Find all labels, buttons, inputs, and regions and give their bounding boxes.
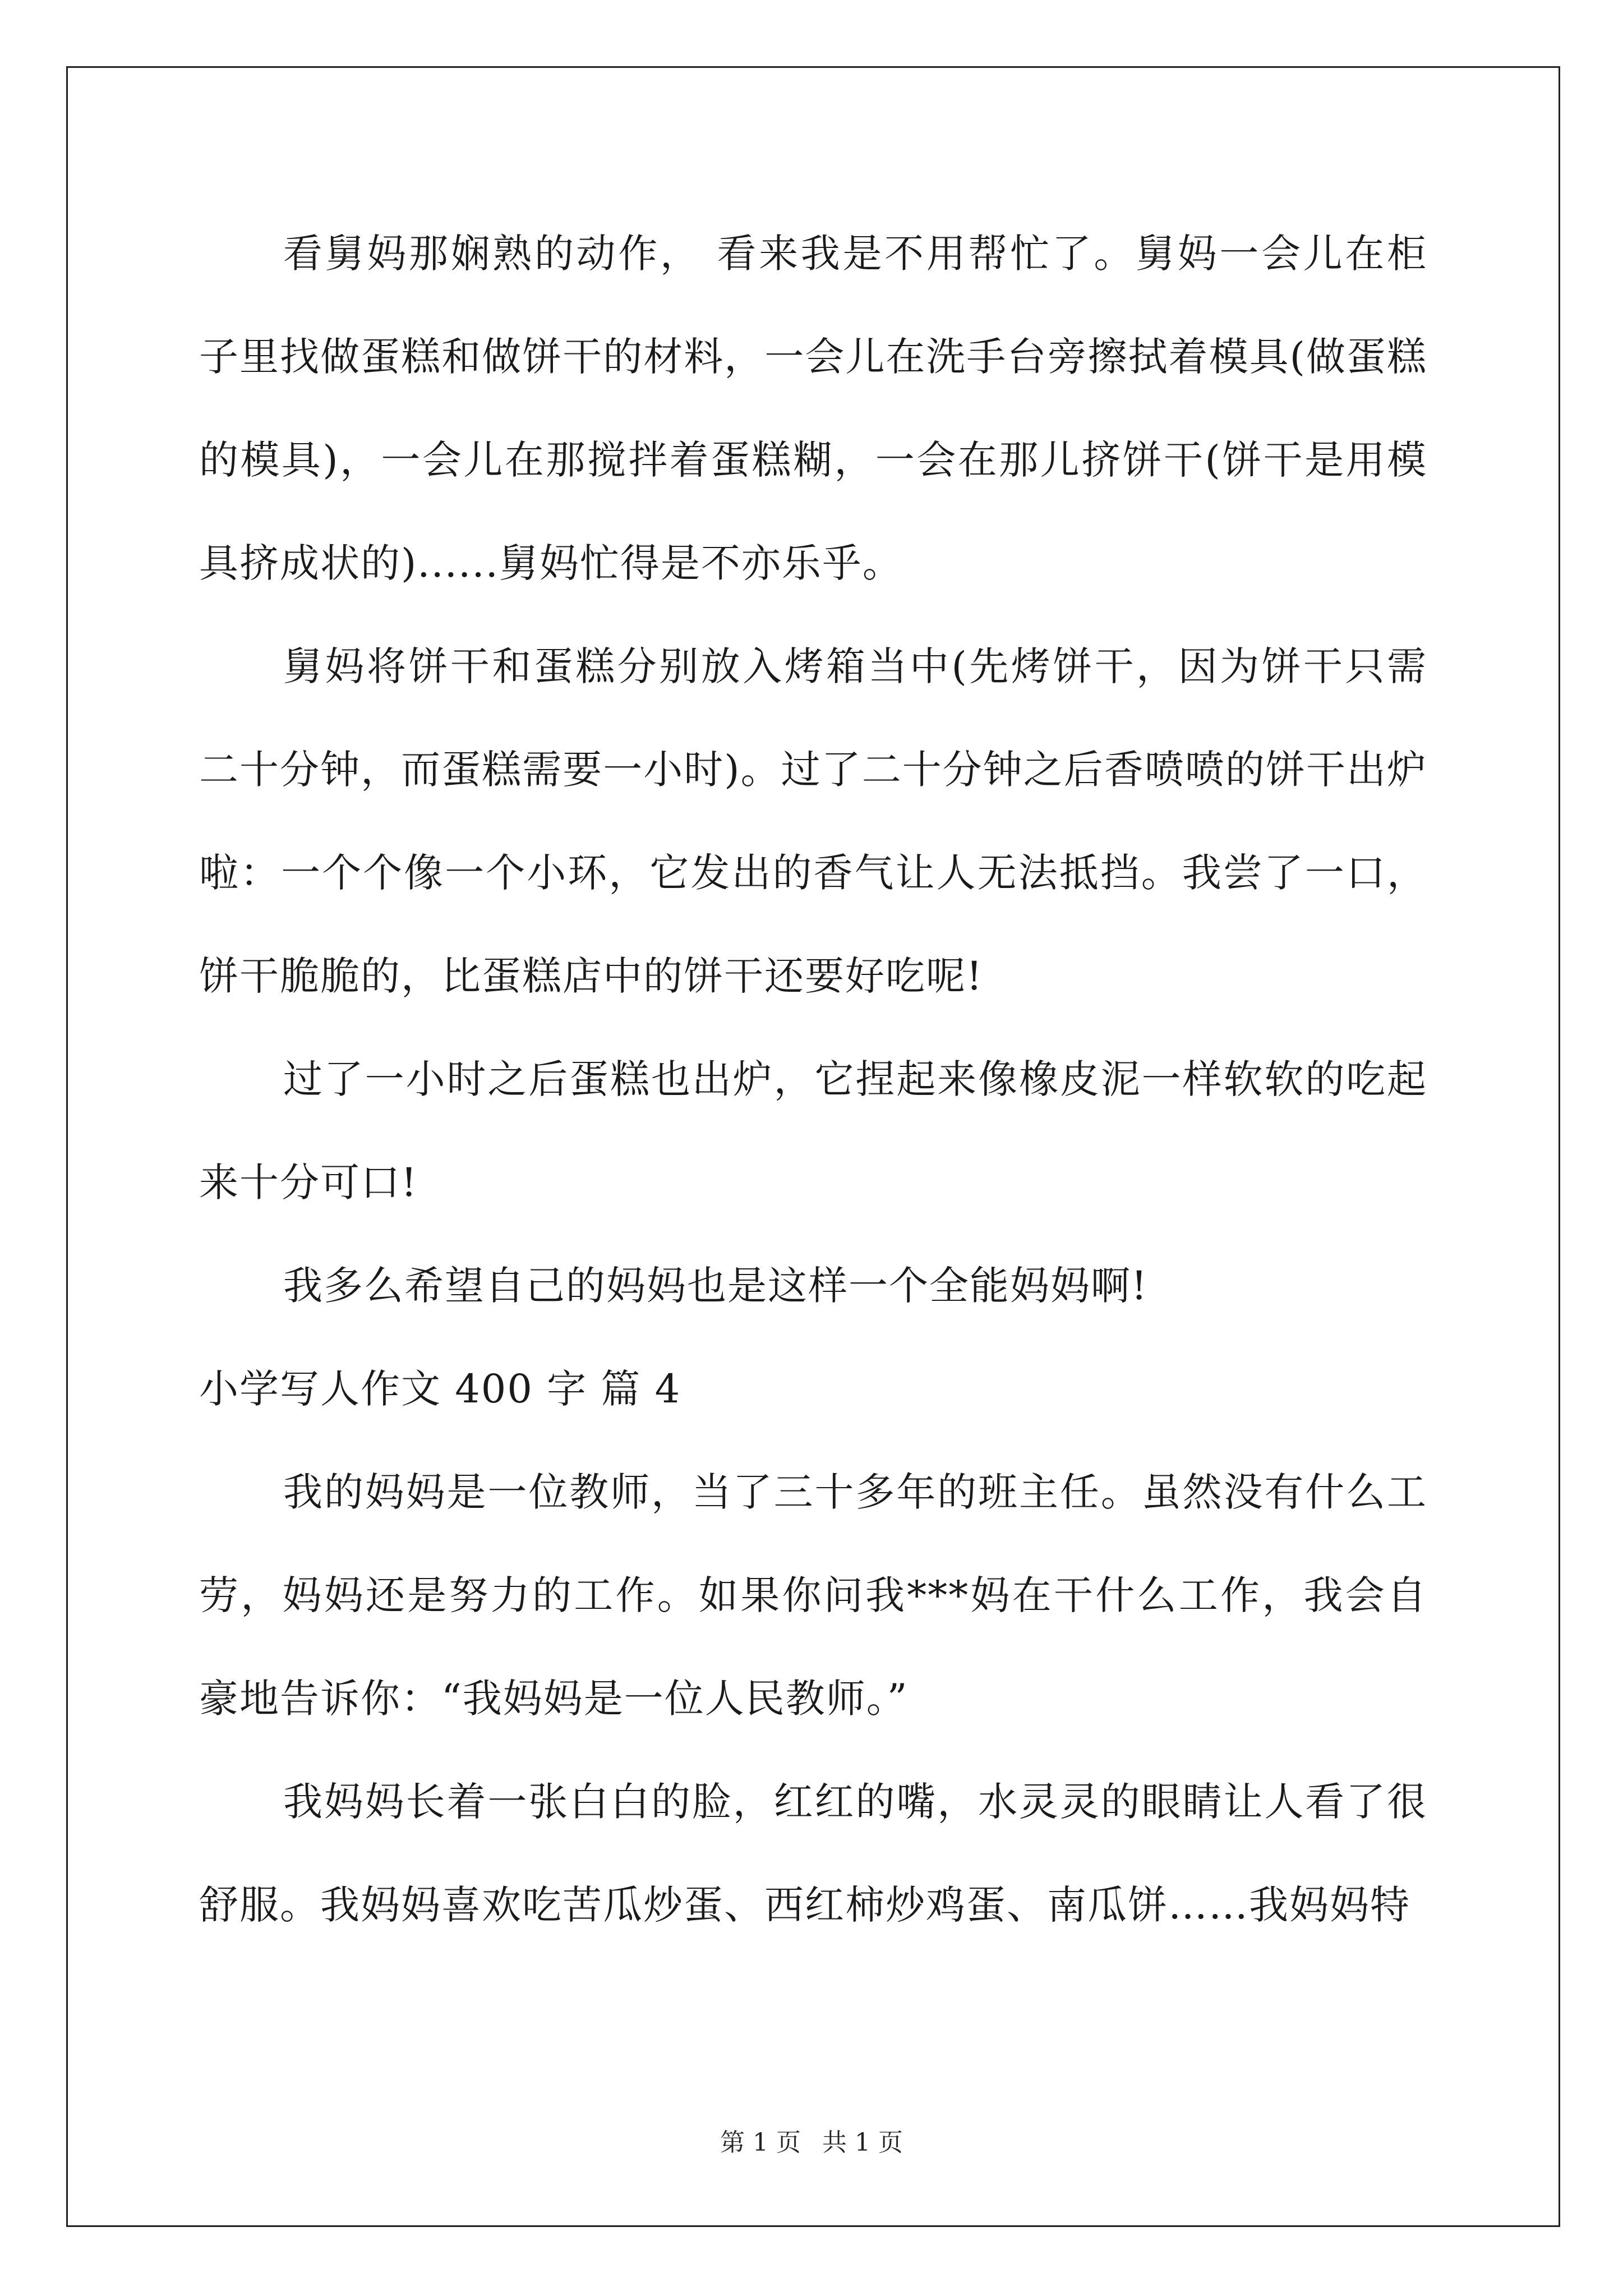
page-number: 第 1 页 (720, 2128, 801, 2157)
section-heading: 小学写人作文 400 字 篇 4 (199, 1366, 681, 1412)
paragraph: 看舅妈那娴熟的动作， 看来我是不用帮忙了。舅妈一会儿在柜子里找做蛋糕和做饼干的材料，一会儿在洗手台旁擦拭着模具(做蛋糕的模具)，一会儿在那搅拌着蛋糕糊，一会在那儿挤饼干(饼干是用模具挤成状的)......舅妈忙得是不亦乐乎。 (199, 231, 1427, 586)
page-total: 共 1 页 (822, 2128, 903, 2157)
paragraph: 我多么希望自己的妈妈也是这样一个全能妈妈啊! (283, 1263, 1149, 1309)
paragraph: 我的妈妈是一位教师，当了三十多年的班主任。虽然没有什么工劳，妈妈还是努力的工作。如果你问我***妈在干什么工作，我会自豪地告诉你：“我妈妈是一位人民教师。” (199, 1469, 1427, 1722)
paragraph: 舅妈将饼干和蛋糕分别放入烤箱当中(先烤饼干，因为饼干只需二十分钟，而蛋糕需要一小时)。过了二十分钟之后香喷喷的饼干出炉啦：一个个像一个小环，它发出的香气让人无法抵挡。我尝了一口，饼干脆脆的，比蛋糕店中的饼干还要好吃呢! (199, 643, 1427, 999)
document-body (199, 202, 1427, 1957)
paragraph: 我妈妈长着一张白白的脸，红红的嘴，水灵灵的眼睛让人看了很舒服。我妈妈喜欢吃苦瓜炒蛋、西红柿炒鸡蛋、南瓜饼……我妈妈特 (199, 1779, 1427, 1928)
paragraph: 过了一小时之后蛋糕也出炉，它捏起来像橡皮泥一样软软的吃起来十分可口! (199, 1056, 1427, 1205)
page-footer (0, 2126, 1623, 2160)
